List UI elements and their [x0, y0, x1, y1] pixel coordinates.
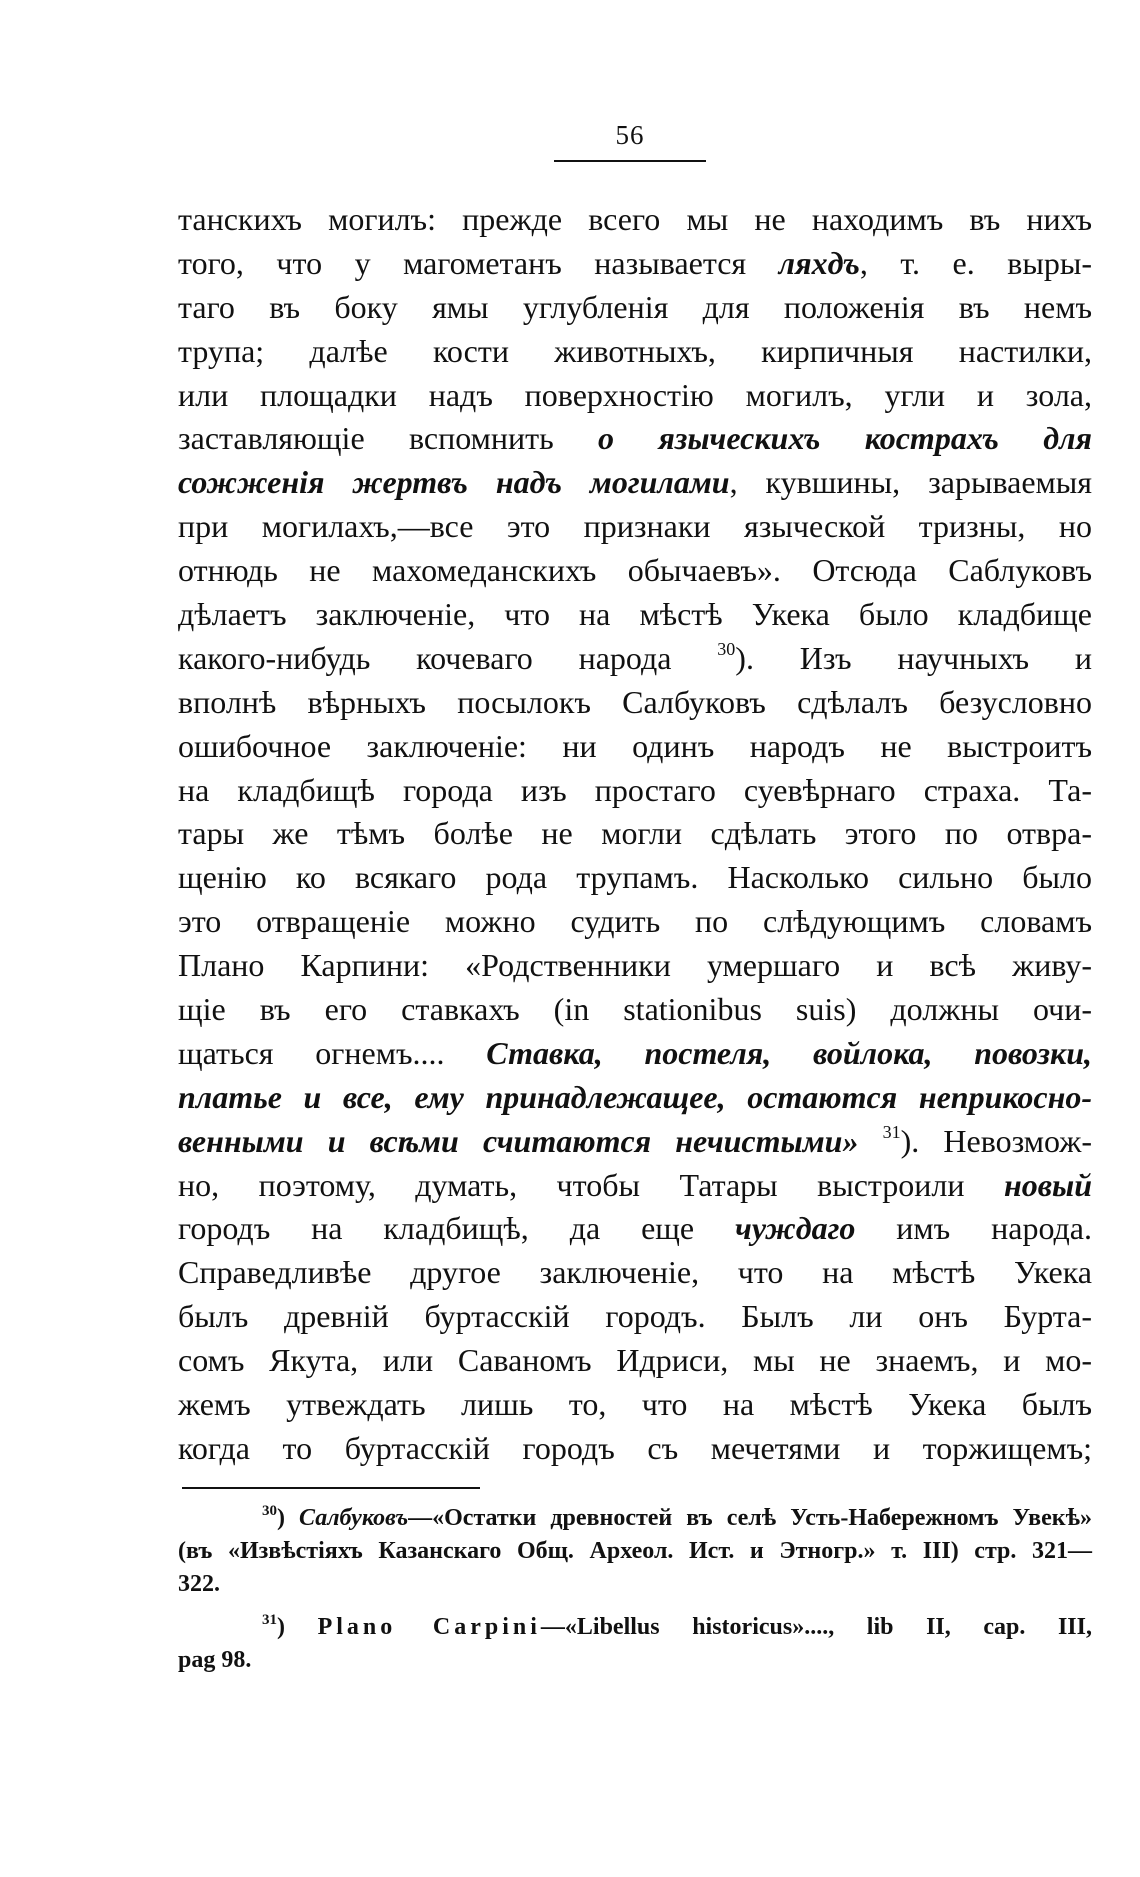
- text-run: ). Изъ научныхъ и: [735, 639, 1092, 676]
- footnote-ref: 31: [262, 1612, 277, 1628]
- text-run: жемъ утвеждать лишь то, что на мѣстѣ Укека былъ: [178, 1386, 1092, 1423]
- footnote-ref: 31: [882, 1121, 901, 1142]
- text-run: вполнѣ вѣрныхъ посылокъ Салбуковъ сдѣлалъ безусловно: [178, 683, 1092, 720]
- body-line: [178, 1427, 1092, 1471]
- body-line: [178, 198, 1092, 242]
- footnote-line: [178, 1644, 1092, 1677]
- text-run: ): [277, 1505, 300, 1531]
- text-run: трупа; далѣе кости животныхъ, кирпичныя настилки,: [178, 332, 1092, 369]
- text-run: дѣлаетъ заключеніе, что на мѣстѣ Укека было кладбище: [178, 596, 1092, 633]
- text-run: таго въ боку ямы углубленія для положенія въ немъ: [178, 288, 1092, 325]
- footnote-line: [178, 1535, 1092, 1568]
- page-number: 56: [615, 120, 645, 150]
- body-line: [178, 1207, 1092, 1251]
- text-run: ошибочное заключеніе: ни одинъ народъ не выстроитъ: [178, 727, 1092, 764]
- text-run: (въ «Извѣстіяхъ Казанскаго Общ. Археол. Ист. и Этногр.» т. III) стр. 321—: [178, 1538, 1092, 1564]
- text-run: ): [277, 1614, 318, 1640]
- body-line: [178, 856, 1092, 900]
- text-run: городъ на кладбищѣ, да еще: [178, 1210, 736, 1247]
- text-run: , кувшины, зарываемыя: [729, 464, 1093, 501]
- emphasis-text: чуждаго: [735, 1210, 856, 1247]
- main-text: [178, 198, 1092, 1471]
- text-run: 322.: [178, 1571, 220, 1597]
- emphasis-text: сожженія жертвъ надъ могилами: [178, 464, 730, 501]
- body-line: [178, 988, 1092, 1032]
- text-run: щіе въ его ставкахъ (in stationibus suis) должны очи-: [178, 991, 1092, 1028]
- emphasis-text: Салбуковъ: [299, 1505, 409, 1531]
- text-run: былъ древній буртасскій городъ. Былъ ли онъ Бурта-: [178, 1298, 1092, 1335]
- text-run: Plano Carpini: [317, 1614, 541, 1640]
- body-line: [178, 1076, 1092, 1120]
- body-line: [178, 549, 1092, 593]
- body-line: [178, 769, 1092, 813]
- body-line: [178, 593, 1092, 637]
- text-run: имъ народа.: [855, 1210, 1093, 1247]
- emphasis-text: о языческихъ кострахъ для: [598, 420, 1093, 457]
- body-line: [178, 725, 1092, 769]
- header-rule: [554, 160, 706, 162]
- footnote-line: [178, 1568, 1092, 1601]
- emphasis-text: новый: [1003, 1166, 1092, 1203]
- footnote-rule: [182, 1487, 480, 1489]
- text-run: при могилахъ,—все это признаки языческой тризны, но: [178, 508, 1092, 545]
- body-line: [178, 417, 1092, 461]
- body-line: [178, 1295, 1092, 1339]
- text-run: [858, 1123, 882, 1159]
- text-run: тары же тѣмъ болѣе не могли сдѣлать этого по отвра-: [178, 815, 1092, 852]
- text-run: того, что у магометанъ называется: [178, 244, 779, 281]
- emphasis-text: Ставка, постеля, войлока, повозки,: [486, 1034, 1093, 1071]
- text-run: но, поэтому, думать, чтобы Татары выстроили: [178, 1166, 1004, 1203]
- text-run: , т. е. выры-: [859, 244, 1093, 281]
- text-run: на кладбищѣ города изъ простаго суевѣрнаго страха. Та-: [178, 771, 1092, 808]
- emphasis-text: ляхдъ: [778, 244, 860, 281]
- text-run: отнюдь не махомеданскихъ обычаевъ». Отсюда Саблуковъ: [178, 552, 1092, 589]
- text-run: танскихъ могилъ: прежде всего мы не находимъ въ нихъ: [178, 201, 1092, 237]
- footnote-ref: 30: [262, 1503, 277, 1519]
- footnote-line: [178, 1502, 1092, 1535]
- text-run: или площадки надъ поверхностію могилъ, угли и зола,: [178, 376, 1092, 413]
- text-run: —«Остатки древностей въ селѣ Усть-Набережномъ Увекѣ»: [408, 1505, 1092, 1531]
- body-line: [178, 637, 1092, 681]
- text-run: заставляющіе вспомнить: [178, 420, 599, 457]
- text-run: Плано Карпини: «Родственники умершаго и всѣ живу-: [178, 947, 1092, 984]
- text-run: pag 98.: [178, 1647, 252, 1673]
- body-line: [178, 1339, 1092, 1383]
- body-line: [178, 1032, 1092, 1076]
- body-line: [178, 681, 1092, 725]
- text-run: —«Libellus historicus»...., lib II, cap. III,: [540, 1614, 1092, 1640]
- body-line: [178, 286, 1092, 330]
- body-line: [178, 1164, 1092, 1208]
- text-run: какого-нибудь кочеваго народа: [178, 639, 718, 676]
- body-line: [178, 461, 1092, 505]
- text-run: сомъ Якута, или Саваномъ Идриси, мы не знаемъ, и мо-: [178, 1342, 1092, 1379]
- footnotes: [178, 1502, 1092, 1677]
- body-line: [178, 1251, 1092, 1295]
- body-line: [178, 1120, 1092, 1164]
- text-run: Справедливѣе другое заключеніе, что на мѣстѣ Укека: [178, 1254, 1092, 1291]
- text-run: это отвращеніе можно судить по слѣдующимъ словамъ: [178, 903, 1092, 940]
- footnote-ref: 30: [717, 638, 736, 659]
- text-run: когда то буртасскій городъ съ мечетями и торжищемъ;: [178, 1429, 1092, 1466]
- body-line: [178, 505, 1092, 549]
- body-line: [178, 944, 1092, 988]
- emphasis-text: венными и всѣми считаются нечистыми»: [178, 1122, 859, 1159]
- body-line: [178, 1383, 1092, 1427]
- body-line: [178, 812, 1092, 856]
- text-run: ). Невозмож-: [900, 1122, 1093, 1159]
- emphasis-text: платье и все, ему принадлежащее, остаются неприкосно-: [178, 1078, 1092, 1115]
- body-line: [178, 900, 1092, 944]
- body-line: [178, 242, 1092, 286]
- body-line: [178, 374, 1092, 418]
- text-run: щаться огнемъ....: [178, 1034, 487, 1071]
- footnote-line: [178, 1611, 1092, 1644]
- text-run: щенію ко всякаго рода трупамъ. Насколько сильно было: [178, 859, 1092, 896]
- body-line: [178, 330, 1092, 374]
